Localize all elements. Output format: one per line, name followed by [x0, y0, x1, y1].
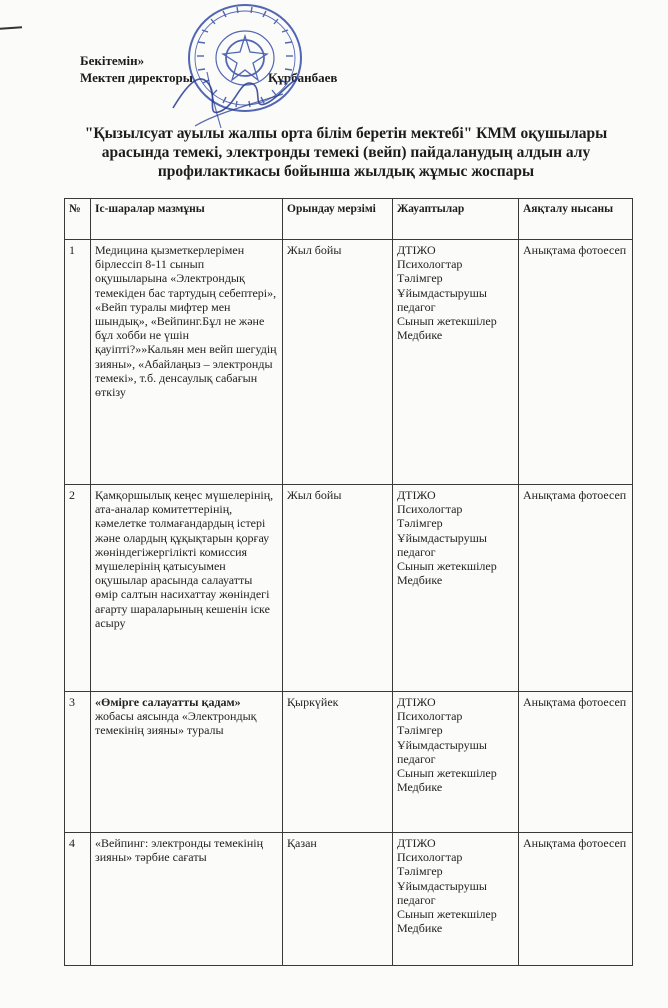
row-content	[91, 485, 283, 692]
row-num: 1	[65, 240, 91, 485]
row-num: 3	[65, 692, 91, 833]
row-responsible: ДТІЖО Психологтар Тәлімгер Ұйымдастырушы педагог Сынып жетекшілер Медбике	[393, 833, 519, 966]
table-row	[65, 833, 633, 966]
row-deadline: Жыл бойы	[283, 485, 393, 692]
table-row	[65, 692, 633, 833]
header-responsible: Жауаптылар	[393, 199, 519, 240]
row-content-bold-text: «Өмірге салауатты қадам»	[95, 695, 241, 709]
row-num: 4	[65, 833, 91, 966]
row-content-text: Медицина қызметкерлерімен бірлессіп 8-11 сынып оқушыларына «Электрондық темекіден бас тартудың себептері», «Вейп туралы мифтер мен шындық», «Вейпинг.Бұл не және бұл хобби не үшін қауіпті?»»Кальян мен вейп шегудің зияны», «Абайлаңыз – электронды темекі», т.б. денсаулық сабағын өткізу	[95, 243, 277, 400]
row-content-text: Қамқоршылық кеңес мүшелерінің, ата-аналар комитеттерінің, кәмелетке толмағандардың істері және олардың құқықтарын қорғау жөніндегіжергілікті комиссия мүшелерінің қатысуымен оқушылар арасында салауатты өмір салтын насихаттау жөніндегі ағарту шараларының кешенін іске асыру	[95, 488, 274, 630]
row-deadline: Қазан	[283, 833, 393, 966]
row-result: Анықтама фотоесеп	[519, 485, 633, 692]
header-deadline: Орындау мерзімі	[283, 199, 393, 240]
approval-heading: Бекітемін»	[80, 53, 145, 68]
row-content	[91, 240, 283, 485]
header-result: Аяқталу нысаны	[519, 199, 633, 240]
row-result: Анықтама фотоесеп	[519, 833, 633, 966]
row-result: Анықтама фотоесеп	[519, 692, 633, 833]
header-content: Іс-шаралар мазмұны	[91, 199, 283, 240]
table-row	[65, 240, 633, 485]
table-header-row	[65, 199, 633, 240]
row-result: Анықтама фотоесеп	[519, 240, 633, 485]
approval-position: Мектеп директоры	[80, 70, 193, 85]
row-deadline: Қыркүйек	[283, 692, 393, 833]
row-responsible: ДТІЖО Психологтар Тәлімгер Ұйымдастырушы педагог Сынып жетекшілер Медбике	[393, 485, 519, 692]
director-name: Құрбанбаев	[268, 70, 338, 85]
row-content	[91, 833, 283, 966]
row-deadline: Жыл бойы	[283, 240, 393, 485]
row-content-text: «Вейпинг: электронды темекінің зияны» тәрбие сағаты	[95, 836, 264, 865]
work-plan-table	[64, 198, 633, 966]
row-content-text: жобасы аясында «Электрондық темекінің зияны» туралы	[95, 709, 257, 738]
header-num: №	[65, 199, 91, 240]
signature-icon	[165, 48, 305, 133]
row-responsible: ДТІЖО Психологтар Тәлімгер Ұйымдастырушы педагог Сынып жетекшілер Медбике	[393, 240, 519, 485]
row-content	[91, 692, 283, 833]
table-row	[65, 485, 633, 692]
row-num: 2	[65, 485, 91, 692]
row-responsible: ДТІЖО Психологтар Тәлімгер Ұйымдастырушы педагог Сынып жетекшілер Медбике	[393, 692, 519, 833]
scan-corner-mark	[0, 26, 22, 30]
document-title: "Қызылсуат ауылы жалпы орта білім беретін мектебі" КММ оқушылары арасында темекі, электронды темекі (вейп) пайдаланудың алдын алу профилактикасы бойынша жылдық жұмыс жоспары	[84, 125, 608, 180]
